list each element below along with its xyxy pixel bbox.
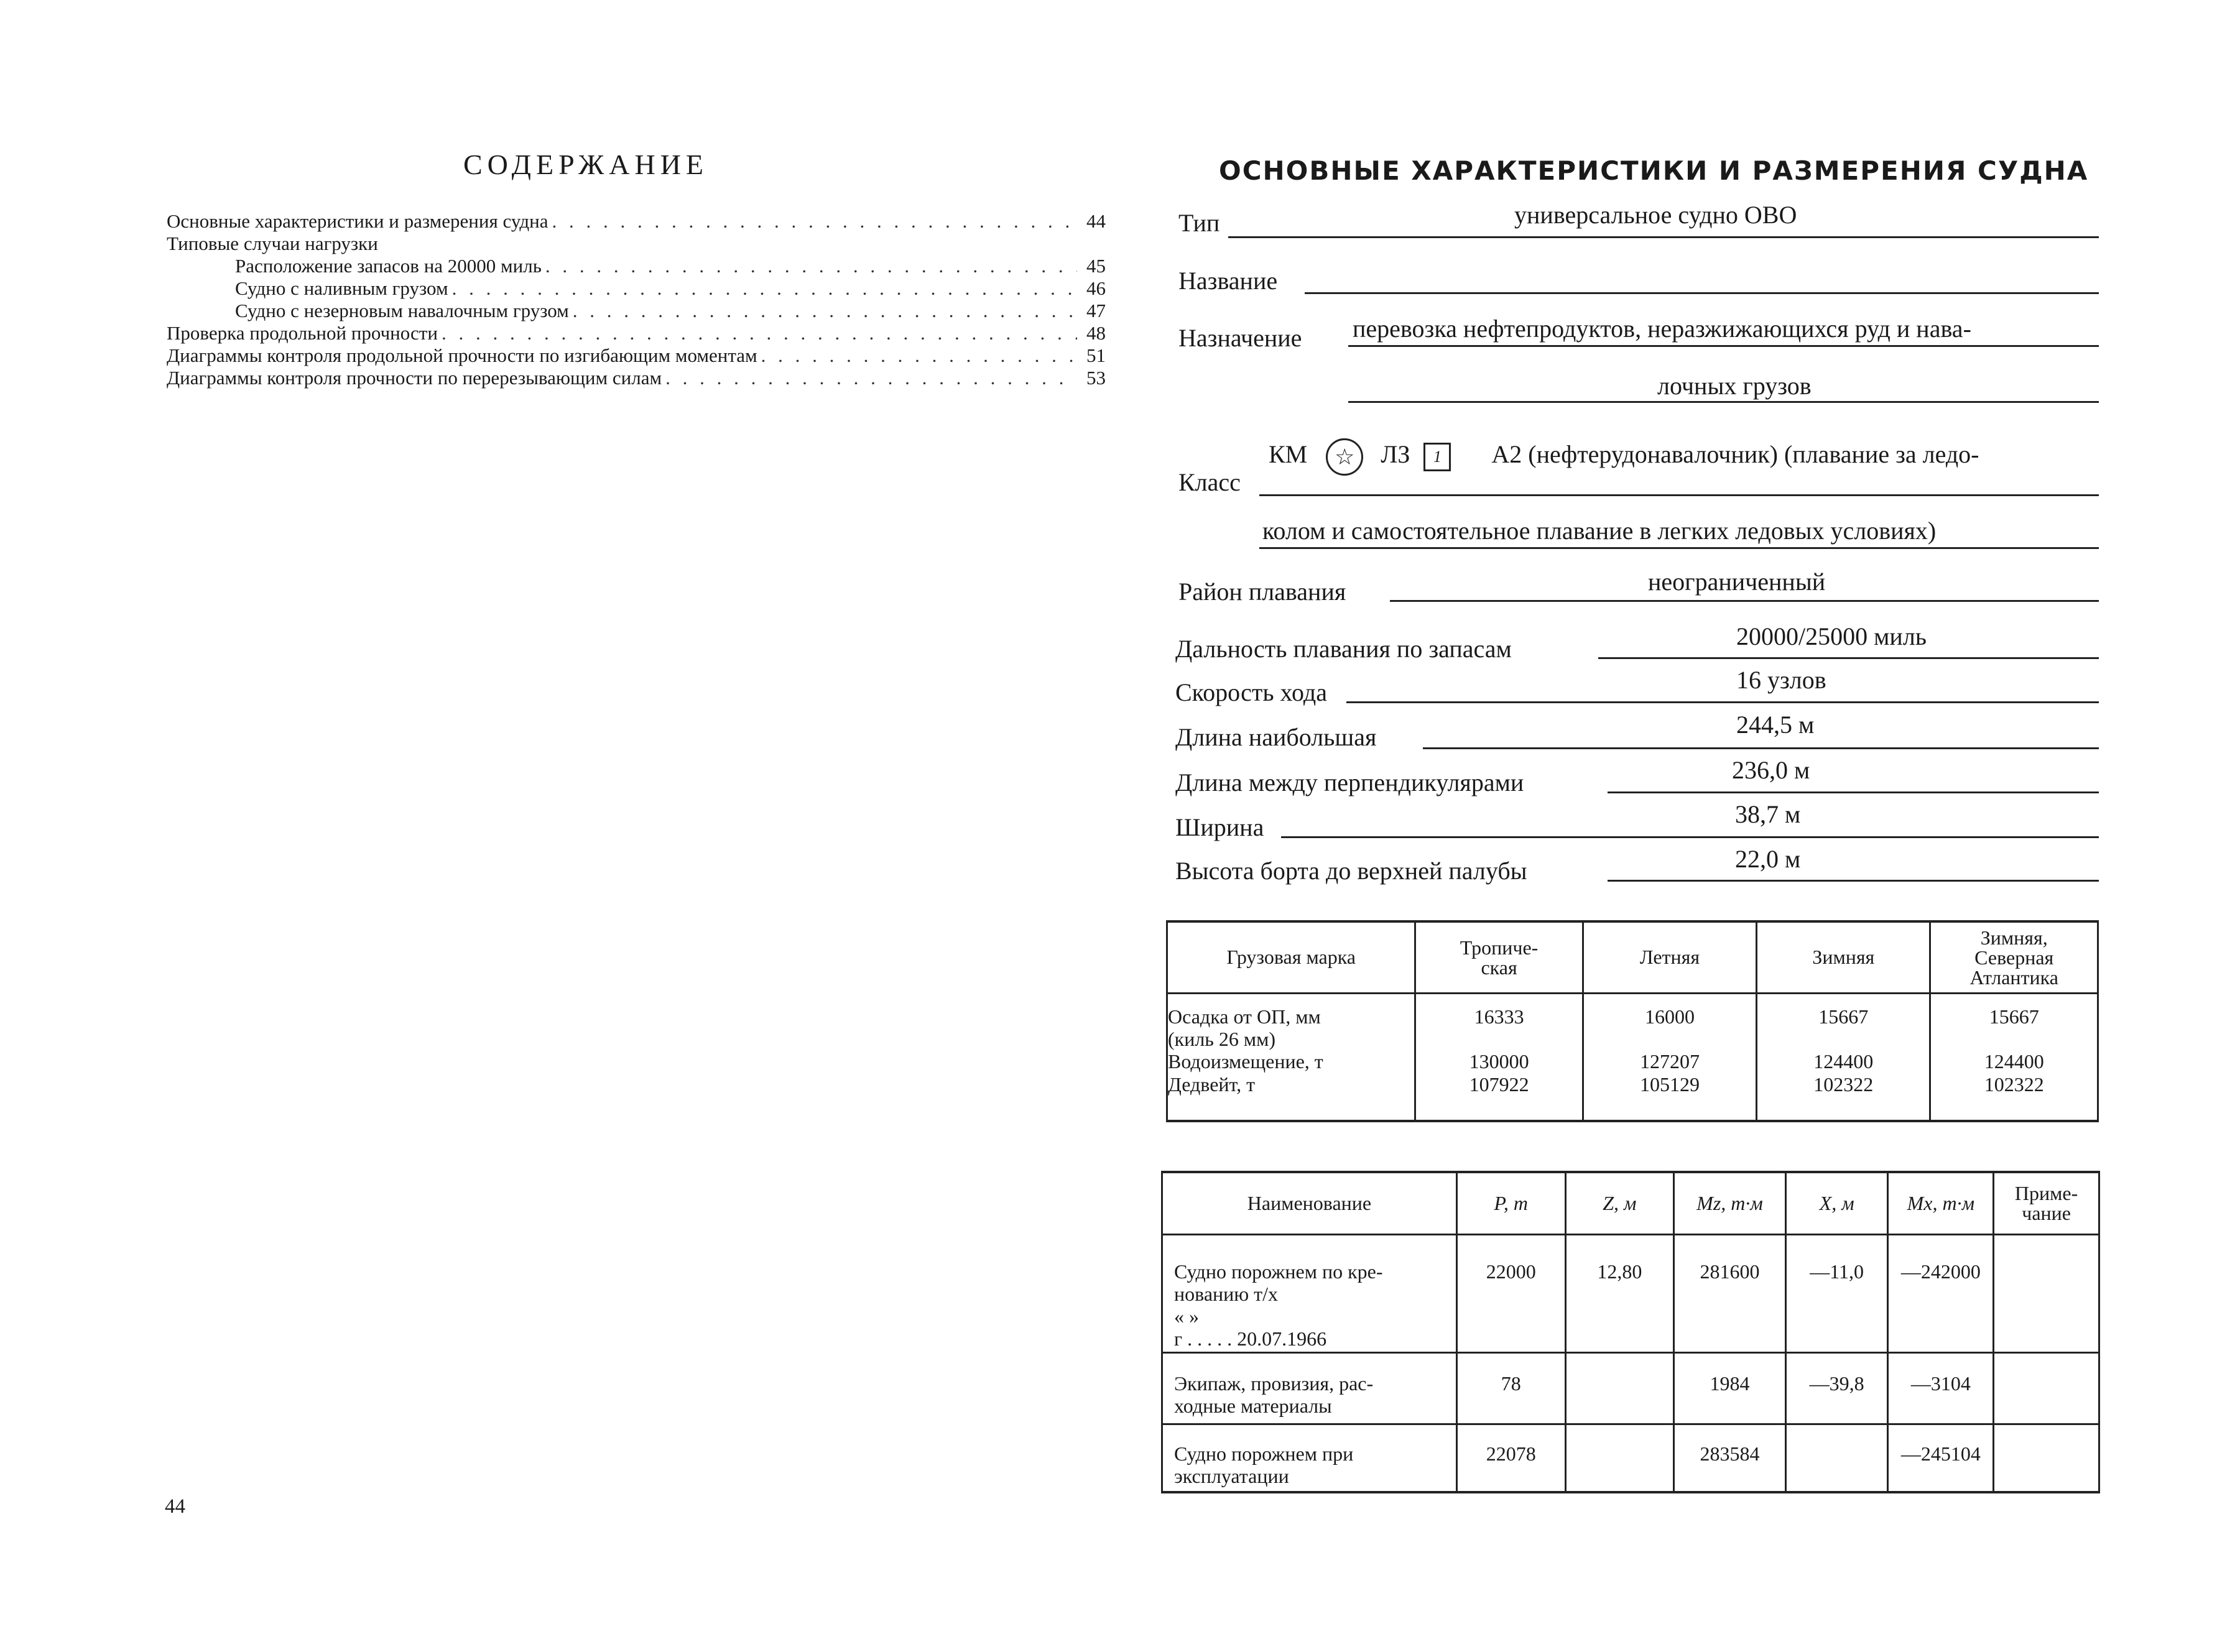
type-underline [1228, 236, 2099, 238]
leader-dots [552, 210, 1077, 233]
leader-dots [665, 367, 1077, 389]
weights-table [1161, 1171, 2100, 1493]
toc-item-label: Проверка продольной прочности [167, 322, 438, 344]
list-item [167, 300, 1106, 322]
star-circle-icon: ☆ [1326, 438, 1363, 476]
depth-underline [1608, 880, 2099, 882]
toc-item-page: 48 [1086, 322, 1106, 344]
row-label: Экипаж, провизия, рас- ходные материалы [1162, 1352, 1457, 1424]
table-cell: —11,0 [1785, 1234, 1888, 1352]
table-cell: 281600 [1674, 1234, 1786, 1352]
table-cell: —3104 [1888, 1352, 1994, 1424]
purpose-underline-2 [1348, 401, 2099, 403]
leader-dots [452, 277, 1077, 300]
speed-underline [1346, 701, 2099, 703]
table-header-cell: Mz, т·м [1674, 1172, 1786, 1234]
table-row [1162, 1424, 2099, 1492]
area-value: неограниченный [1648, 568, 1826, 596]
list-item [167, 367, 1106, 389]
contents-title: СОДЕРЖАНИЕ [463, 149, 709, 180]
type-value: универсальное судно ОВО [1514, 201, 1797, 229]
area-label: Район плавания [1178, 578, 1346, 606]
loadline-table [1166, 920, 2099, 1122]
table-header-cell: X, м [1785, 1172, 1888, 1234]
beam-label: Ширина [1175, 813, 1264, 841]
loa-underline [1423, 747, 2099, 749]
table-cell: 283584 [1674, 1424, 1786, 1492]
table-cell: 12,80 [1565, 1234, 1674, 1352]
range-underline [1598, 657, 2099, 659]
table-cell: 107922 [1415, 1073, 1583, 1096]
depth-value: 22,0 м [1735, 845, 1801, 873]
type-label: Тип [1178, 209, 1220, 237]
row-label: Дедвейт, т [1167, 1073, 1415, 1096]
table-header-cell: P, т [1456, 1172, 1565, 1234]
class-underline-1 [1259, 494, 2099, 496]
area-underline [1390, 600, 2099, 602]
table-cell [1994, 1352, 2099, 1424]
range-label: Дальность плавания по запасам [1175, 635, 1512, 663]
class-label: Класс [1178, 468, 1241, 496]
table-cell: 16333 [1415, 1005, 1583, 1050]
beam-value: 38,7 м [1735, 800, 1801, 828]
table-cell: —242000 [1888, 1234, 1994, 1352]
list-item [167, 344, 1106, 367]
table-header-row [1167, 921, 2098, 993]
name-label: Название [1178, 267, 1278, 295]
leader-dots [761, 344, 1077, 367]
row-label: Судно порожнем по кре- нованию т/х « » г . . . . . 20.07.1966 [1162, 1234, 1457, 1352]
speed-label: Скорость хода [1175, 678, 1327, 706]
table-header-cell: Летняя [1583, 921, 1756, 993]
table-cell: 124400 [1757, 1050, 1930, 1073]
toc-item-page: 45 [1086, 255, 1106, 277]
table-cell [1565, 1352, 1674, 1424]
lpp-underline [1608, 791, 2099, 793]
table-header-row [1162, 1172, 2099, 1234]
table-row [1167, 1050, 2098, 1073]
purpose-label: Назначение [1178, 324, 1302, 352]
depth-label: Высота борта до верхней палубы [1175, 857, 1527, 885]
list-item [167, 255, 1106, 277]
contents-list [167, 210, 1106, 389]
class-lz: ЛЗ [1381, 440, 1410, 469]
row-label: Осадка от ОП, мм (киль 26 мм) [1167, 1005, 1415, 1050]
table-cell: 127207 [1583, 1050, 1756, 1073]
leader-dots [442, 322, 1077, 344]
purpose-value-1: перевозка нефтепродуктов, неразжижающихся руд и нава- [1353, 315, 1971, 343]
table-header-cell: Z, м [1565, 1172, 1674, 1234]
table-cell [1565, 1424, 1674, 1492]
table-cell: 22078 [1456, 1424, 1565, 1492]
list-item [167, 233, 1106, 255]
table-cell: 102322 [1930, 1073, 2098, 1096]
table-cell: 105129 [1583, 1073, 1756, 1096]
page-title: ОСНОВНЫЕ ХАРАКТЕРИСТИКИ И РАЗМЕРЕНИЯ СУДНА [1219, 155, 2089, 186]
class-box: 1 [1423, 443, 1451, 471]
table-row [1162, 1234, 2099, 1352]
table-cell: 16000 [1583, 1005, 1756, 1050]
row-label: Судно порожнем при эксплуатации [1162, 1424, 1457, 1492]
table-header-cell: Грузовая марка [1167, 921, 1415, 993]
table-cell: 124400 [1930, 1050, 2098, 1073]
lpp-value: 236,0 м [1732, 756, 1810, 784]
table-header-cell: Тропиче- ская [1415, 921, 1583, 993]
class-value-1: А2 (нефтерудонавалочник) (плавание за ледо- [1491, 440, 1979, 469]
table-cell: 15667 [1757, 1005, 1930, 1050]
name-underline [1305, 292, 2099, 294]
purpose-underline-1 [1348, 345, 2099, 347]
table-cell [1994, 1234, 2099, 1352]
class-underline-2 [1259, 547, 2099, 549]
table-cell: —39,8 [1785, 1352, 1888, 1424]
table-row [1167, 1005, 2098, 1050]
toc-item-page: 51 [1086, 344, 1106, 366]
toc-item-label: Типовые случаи нагрузки [167, 233, 378, 254]
table-header-cell: Приме- чание [1994, 1172, 2099, 1234]
range-value: 20000/25000 миль [1736, 622, 1927, 650]
class-km: КМ [1269, 440, 1308, 469]
toc-item-page: 44 [1086, 210, 1106, 232]
toc-item-label: Судно с наливным грузом [235, 277, 448, 299]
table-row [1167, 1073, 2098, 1096]
list-item [167, 210, 1106, 233]
toc-item-label: Основные характеристики и размерения судна [167, 210, 548, 232]
table-cell: 102322 [1757, 1073, 1930, 1096]
toc-item-page: 46 [1086, 277, 1106, 299]
toc-item-page: 53 [1086, 367, 1106, 389]
table-header-cell: Зимняя, Северная Атлантика [1930, 921, 2098, 993]
table-header-cell: Зимняя [1757, 921, 1930, 993]
leader-dots [573, 300, 1077, 322]
leader-dots [545, 255, 1077, 277]
list-item [167, 322, 1106, 344]
table-row [1162, 1352, 2099, 1424]
table-cell [1785, 1424, 1888, 1492]
speed-value: 16 узлов [1736, 666, 1826, 694]
table-header-cell: Наименование [1162, 1172, 1457, 1234]
table-cell: 15667 [1930, 1005, 2098, 1050]
table-cell: 130000 [1415, 1050, 1583, 1073]
toc-item-label: Диаграммы контроля прочности по перерезывающим силам [167, 367, 662, 389]
table-cell [1994, 1424, 2099, 1492]
lpp-label: Длина между перпендикулярами [1175, 768, 1524, 796]
toc-item-page: 47 [1086, 300, 1106, 321]
loa-label: Длина наибольшая [1175, 723, 1377, 751]
class-value-2: колом и самостоятельное плавание в легких ледовых условиях) [1262, 517, 1937, 545]
table-cell: 78 [1456, 1352, 1565, 1424]
table-cell: —245104 [1888, 1424, 1994, 1492]
class-notation [1269, 438, 1979, 476]
page-number: 44 [165, 1495, 185, 1518]
table-cell: 22000 [1456, 1234, 1565, 1352]
toc-item-label: Судно с незерновым навалочным грузом [235, 300, 569, 321]
purpose-value-2: лочных грузов [1657, 372, 1812, 400]
loa-value: 244,5 м [1736, 711, 1815, 739]
row-label: Водоизмещение, т [1167, 1050, 1415, 1073]
toc-item-label: Расположение запасов на 20000 миль [235, 255, 542, 277]
list-item [167, 277, 1106, 300]
beam-underline [1281, 836, 2099, 838]
toc-item-label: Диаграммы контроля продольной прочности по изгибающим моментам [167, 344, 757, 366]
table-header-cell: Mx, т·м [1888, 1172, 1994, 1234]
table-cell: 1984 [1674, 1352, 1786, 1424]
